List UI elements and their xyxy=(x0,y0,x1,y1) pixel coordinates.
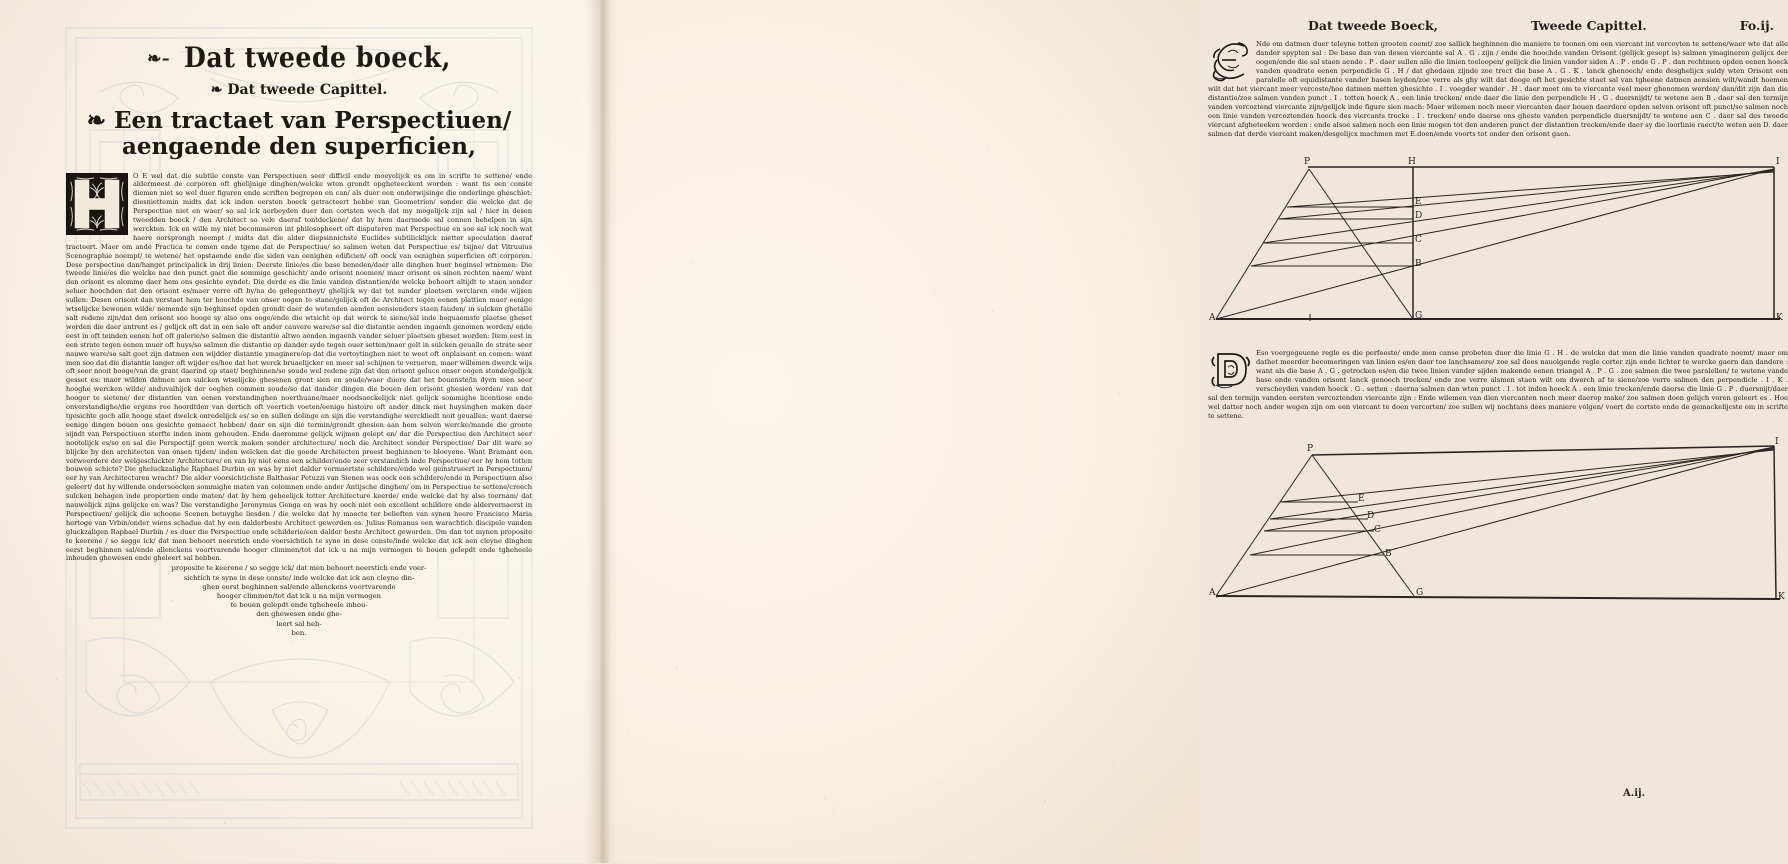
funnel-line: te bouen gelepdt ende tgheheele inhou‐ xyxy=(230,601,368,610)
figure-2-label-C: C xyxy=(1374,525,1381,535)
figure-1-label-A: A xyxy=(1209,313,1216,323)
left-page xyxy=(0,0,600,863)
funnel-line: sichtich te syne in dese conste/ inde welcke dat ick aen cleyne din‐ xyxy=(183,573,415,582)
figure-2-label-B: B xyxy=(1385,549,1392,559)
figure-2-label-P: P xyxy=(1307,444,1314,454)
figure-1-label-I: I xyxy=(1776,157,1780,167)
figure-1-label-K: K xyxy=(1776,313,1783,323)
figure-1-svg xyxy=(1208,149,1788,335)
right-text-panel xyxy=(1208,18,1788,818)
figure-1-label-G: G xyxy=(1415,311,1423,321)
leaf-ornament-icon: ❧– xyxy=(147,49,171,69)
right-block-1-text: Nde om datmen duer teleyne totten grooten coemt/ zoe sallick beghinnen die maniere te toonen om een viercant int vercoyten te settene/waer wte dat alle dander spypten sal : De base dan van desen viercante sal A . G . zijn / ende die hoochde vanden Orisont (gelijck gesept is) salmen ymagineren gelijcx der oogen/ende die sal staen aende . P . daer sullen alle die linien toeloopen/ gelijck die linien vander siden A . P . ende G . P . dan rechtmen opden eenen hoeck vanden quadrate eenen perpendicle G . H / dat ghedaen zijnde zoe trect die base A . G . K . lanck ghenoech/ ende desghelijcx suldy wten Orisont een paralelle oft equidistante vander basen leyden/zoe verre als ghy wilt dat dooge oft het gesichte staet sal van tgheene datmen aensien wilt/wandt hoemen wilt dat het viercant meer vercoste/hoe datmen metten ghesichte . I . voegder wander . H . daer moet om te viercante veel meer ghenomen werden/ dan/dit zijn dan die distantie/zoe salmen vanden punct . I . totten hoeck A . een linie trecken/ ende daer die linie den perpendicle H . G . duersnijdt/ te wetene aen B . daer sal den termijn vanden vercoztend viercante zijn/gelijck inde figure sien mach: Maer wilemen noch meer viercanten daer bouen daerdere opden selven orisont oft punct/so salmen noch een linie vanden vercoztenden hoeck des viercants trecke . I . trecken/ ende daerse ons gheste vanden perpendicle duersnijdt/ te wetene aen C . daer sal des tweede viercant afgheteeken worden : ende alsoe salmen noch een linie mogen tot den anderen punct der distantien trecken/ende daer sy die loorlinie raect/te weten aen D. daer salmen dat derde viercant maken/desgelijcx machmen met E.doen/ende voorts tot onder den orisont gaen. xyxy=(1208,40,1788,138)
right-block-2-text: Eso voergegeuene regle es die perfeeste/ ende men canse probeten duer die linie G . H . de welcke dat men die linie vanden quadrate noemt/ maer om dathet meerder becomeringen van linien es/en daer toe lanchsamere/ zoe sal dees nauolgende regle corter zijn ende lichter te wercke gaern dan dandere : want als die base A . G . getrocken es/en die twee linien vander sijden makende eenen triangel A . P . G . zoe salmen die twee paralellen/ te wetene vande base ende vanden orisont lanck genoech trecken/ ende zoe verre alsmen staen wilt om dwerch af te siene/zoe verre salmen den perpendicle . I . K . verscheyden vanden hoeck . G . setten : daerna salmen dan wten punct . I . tot inden hoeck A . een linie trecken/ende daerse die linie G . P . duersnijt/daer sal den termijn vanden eersten vercoztenden viercante zijn : Ende wilemen van dien viercanten noch meer daerop make/ zoe salmen doen gelijch voren geleert es . Hoe wel datter noch ander wegen zijn om een viercant te doen vercorten/ zoe sullen wij nochtans dees maniere volgen/ voert de cortste ende de gemackelijcste om in scrifte te settene. xyxy=(1208,349,1788,420)
tract-title-line2: aengaende den superficien, xyxy=(121,132,477,160)
figure-2-label-K: K xyxy=(1778,592,1785,602)
decorated-initial-D xyxy=(1208,349,1252,391)
figure-1-perspective-diagram xyxy=(1208,149,1788,335)
right-page xyxy=(600,0,1788,863)
book-title-line xyxy=(66,41,532,74)
funnel-line: den ghewesen ende ghe‐ xyxy=(256,610,342,619)
funnel-line: leert sal heb‐ xyxy=(276,619,322,628)
funnel-line: ben. xyxy=(291,628,307,637)
figure-2-label-A: A xyxy=(1209,588,1216,598)
signature-mark: A.ij. xyxy=(1623,788,1646,799)
funnel-line: hooger climmen/tot dat ick u na mijn vermogen xyxy=(216,591,382,600)
right-text-block-2 xyxy=(1208,349,1788,421)
decorated-initial-H xyxy=(66,173,128,235)
left-body-text xyxy=(66,172,532,639)
funnel-line: ghen eerst beghinnen sal/ende allenckens voortvarende xyxy=(202,582,396,591)
running-head-left: Dat tweede Boeck, xyxy=(1308,18,1439,33)
running-head-center: Tweede Capittel. xyxy=(1530,18,1647,33)
figure-1-label-D: D xyxy=(1415,211,1423,221)
figure-1-label-B: B xyxy=(1415,259,1422,269)
figure-2-label-I: I xyxy=(1775,437,1779,447)
funnel-line: proposite te keerene / so segge ick/ dat men behoort neerstich ende voer‐ xyxy=(171,564,427,573)
left-text-panel xyxy=(66,28,532,818)
left-body-paragraph: O E wel dat die subtile conste van Perspectiuen seer difficil ende moeyelijck es om in scrifte te settene/ ende aldermeest de corporen oft ghelijnige dinghen/welcke wten grondt opgheteeckent worden : want tis een conste diemen niet so wel duer figuren ende scriften begrepen en can/ als duer een onderwijsinge die onderlinge gheschiet: diesniettemin midts dat ick inden eersten boeck getracteert hebbe van Geometrien/ sonder die welcke dat de Perspectiue niet en waer/ so sal ick aerbeyden duer den cortsten wech dat my mogelijck zijn sal / hier in desen tweedden boeck / den Architect so vele daeraf tontdeckene/ dat hy hem daermede sal connen behelpen in sijn werckten. Ick en wille my niet becommeren int philosopheert oft disputeren mat Perspectiue en soe sal ick noch wat haere oorsprongh neempt / midts dat die alder diepsinnichste Euclides subtilicklijck nietter speculatien daeraf tracteert. Maer om ande Practica te comen ende tgene dat de Perspectiue/ so salmen weten dat Perspectiue es/ tsijne/ dat Vitruuius Scenographie noempt/ te wetene/ het opstaende ende die siden van eenighen edificien/ oft oock van eenighen superficien oft corporen. Dese perspectiue dan/hanget principalick in drij linien: Deerste linie/es die base beneden/daer alle dinghen huer beginsel wtnemen: Die tweede linie/es die welcke nae den punct gaet die sommige geschicht/ ande orisont noemen/ maer orisont es sinen rechten naem/ want den orisont es alomme daer hem ons gesichte eyndet: Die derde es die linie vanden distantien/de welcke behoort altijdt te staen sonder seluer hoochden dat den orisont es/maer verre oft by/na de gelegentheyt/ ghelijck wy dat tot sunder plaetsen verclaren ende wijsen sullen: Desen orisont dan verstaet hem ter hoochde van onser oogen te stane/gelijck oft de Architect tegen eenen plattien muer eenige wtselijcke bewonen wilde/ nemende sijn beghinsel opden grondt daer de wetenden aenden aensienders staen fauden/ in sulcken ghetalle salt redene zijn/dat den orisont soo hooge sy also ons ooge/ende die wtsicht op dat werck te siene/sal inde bequaemste plaetse gheset worden die daer antrent es / gelijck oft dat in een sale oft ander cauvere ware/so sal die distantie aenden ingaenh genomen worden/ ende eest in oft teinden eenen hof oft galerie/so salmen die distantie altwo aenden ingaenh vander seluer plaetsen gheset worden: Item eest in een strate tegen eenen muer oft huys/so salmen die distantie op dander syde tegen ouer setten/maer gelt in sulcken geualle de strate seer nauwe ware/so salt goet zijn datmen een wijdder distantie ymaginere/op dat die vertoytinghen niet te weet oft onplaisant en comen: want men soo dat die distantie langer oft wijder es/hoe dat het werck bruaelijcker en meer sal schijnen te verueren, maer willemen dwerck wijs oft seer nooit hooge/van de grant daerind op staet/ beghinnen/so soude wel redene zijn dat den orisont geluce onser oogen stonde/gelijck gesset es: maer wilden datmen aen sulcken wtselijcke ghesenen gront sien en soude/waer duere dat het bouenste/in dyen men seer hooghe wercken wilde/ anduvalhijck der ooghen commen soude/so dat dander dingen die bouen den orisont ghesien worden/ van dat hooger te sietene/ der distantien van eenen verstandinghen noerthuane/maer noodsaeckelijck niet gelijck sommighe licentiose ende onverstandighe/die ergens ree hoordtden van dertich oft veertich voeten/eenige histoire oft ander dinck met huysinghen maken daer tgesichte goch alle hooge staet dwelck onredelijck es/ so en sullen dolinge en sijn die verstandighe werckliedt noit geuallen: want daerse eenige dingen bouen ons gesichte gemaect hebben/ daer en sijn die termin/grondt ghesien aan hem selven wercke/mande die groote sijndt van Perspectiuen sterfte inden inom gehouden. Ende daeromme gelijck wijmen gelept en/ dar die Perspectiue den Architect seer nootelijck es/so en sal die Perspectijf geen werck maken sonder architecture/ noch die Architect sonder Perspectiue/ Dar dit ware so blijcke by den architecten van onsen tijden/ inden welcken dat die goede Architecten preest beghinnen te bloeyene. Want Bramant een verweerdere der welgeschickter Architecture/ en van hy niet eens een schilder/ende zeer verstandich inde Perspectiue/ eer hy hem totten bouwen schicte? Die gheluckzalighe Raphael Durbin en was hy niet dalder vermaertste schildere/ende wel geinstrueert in Perspectiuen/ eer hy van Architecturen wracht? Die alder voorsichtichste Balthasar Petuzzi van Sienen was oock een schildere/ende in Perspectiuen also geleert/ dat hy willende ondersoecken sommighe maten van colomnen ende ander Antijsche dinghen/ om in Perspectiue te settene/creech sulcken behagen inde proportien ende maten/ dat hy hem geheelijck totter Architecture keerde/ ende welcke dat hy also toernam/ dat nauwelijck zijns gelijcke en was? Die verstandighe Jeronymus Genga en was hy ooch niet een excellent schildere ende aldervernaerst in Perspectiuen/ gelijck die schoone Scenen betuyghe liesden / die welcke dat hy maecte ter belieften van synen heere Francisco Maria hertoge van Vrbin/onder wiens schadue dat hy een dalderbeste Architect geworden es. Julius Romanus een warachtich discipele vanden gluckzaligen Raphael Durbin / es duer die Perspectiue ende schilderie/een dalder beste Architect geworden. Om dan tot mynen proposite te keerene / so segge ick/ dat men behoort neerstich ende voersichtich te syne in dese conste/inde welcke dat ick aen cleyne dinghen eerst beghinnen sal/ende allenckens voortvarende hooger climmen/tot dat ick u na mijn vermogen te bouen gelepdt ende tgheheele inhouden ghewesen ende gheleert sal hebben. xyxy=(66,171,532,563)
chapter-heading: ❧ Dat tweede Capittel. xyxy=(210,82,388,98)
figure-2-perspective-diagram xyxy=(1208,433,1788,605)
figure-2-label-G: G xyxy=(1416,588,1424,598)
book-title: Dat tweede boeck, xyxy=(184,41,451,74)
funnel-ending xyxy=(66,564,532,638)
right-text-block-1 xyxy=(1208,40,1788,139)
decorated-initial-E xyxy=(1208,40,1252,82)
figure-1-label-P: P xyxy=(1304,157,1311,167)
figure-2-label-D: D xyxy=(1367,511,1375,521)
figure-2-label-E: E xyxy=(1358,494,1365,504)
running-head xyxy=(1208,18,1788,33)
tract-title xyxy=(66,108,532,160)
figure-2-svg xyxy=(1208,433,1788,605)
figure-1-label-C: C xyxy=(1415,235,1422,245)
tract-title-line1: ❧ Een tractaet van Perspectiuen/ xyxy=(86,107,512,134)
figure-1-label-E: E xyxy=(1415,197,1422,207)
figure-1-label-H: H xyxy=(1408,157,1416,167)
folio-number: Fo.ij. xyxy=(1739,18,1774,33)
